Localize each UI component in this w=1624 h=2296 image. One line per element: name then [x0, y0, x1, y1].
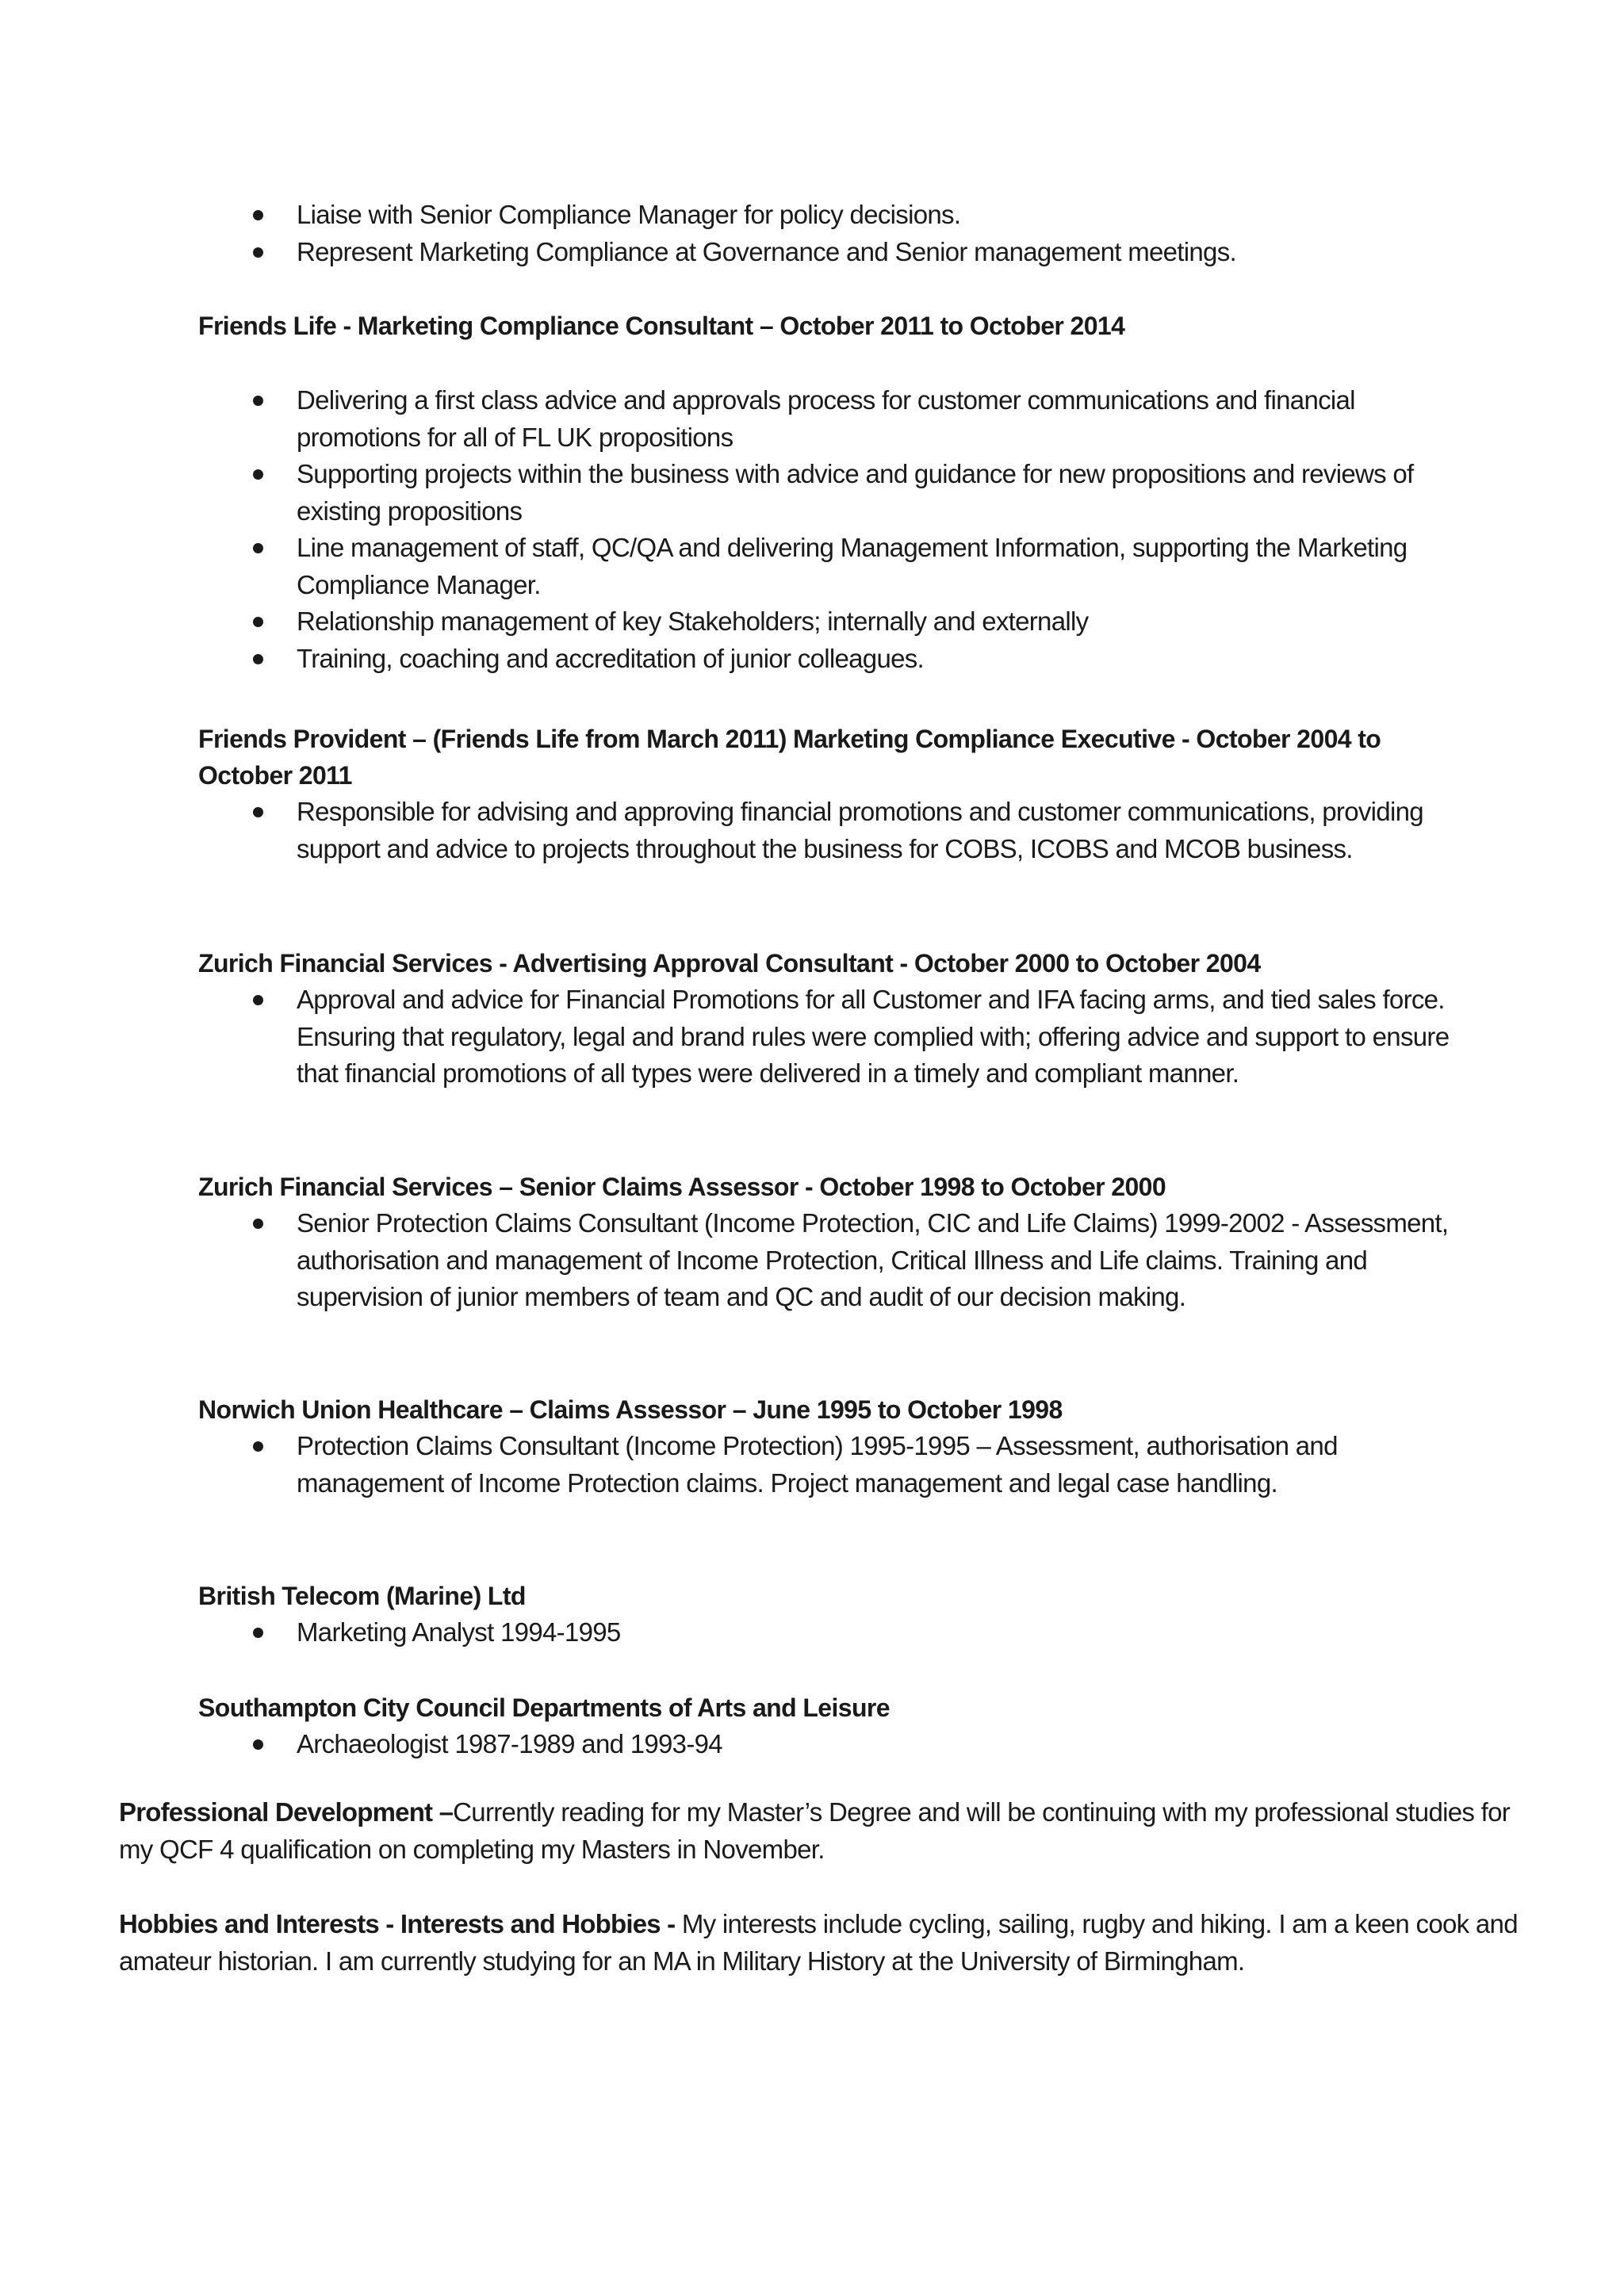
job-section-zurich-advertising	[198, 945, 1483, 1093]
hobbies-section	[119, 1905, 1530, 1980]
job-bullet-list	[198, 982, 1483, 1093]
bullet-icon	[253, 617, 263, 627]
bullet-text: Delivering a first class advice and approvals process for customer communications and financial promotions for all of FL UK propositions	[297, 385, 1355, 452]
job-title: Friends Life - Marketing Compliance Consultant – October 2011 to October 2014	[198, 312, 1125, 340]
list-item	[198, 603, 1483, 641]
job-title: Zurich Financial Services - Advertising Approval Consultant - October 2000 to October 2004	[198, 949, 1261, 978]
job-title: Southampton City Council Departments of Arts and Leisure	[198, 1693, 890, 1722]
job-bullet-list	[198, 1428, 1483, 1502]
list-item	[198, 456, 1483, 530]
list-item	[198, 530, 1483, 603]
hobbies-label: Hobbies and Interests - Interests and Hobbies -	[119, 1909, 676, 1938]
intro-section	[198, 197, 1483, 270]
job-section-norwich-union	[198, 1391, 1483, 1502]
bullet-text: Supporting projects within the business with advice and guidance for new propositions and reviews of existing propositions	[297, 459, 1414, 526]
bullet-icon	[253, 543, 263, 553]
bullet-icon	[253, 807, 263, 817]
professional-development-text: Currently reading for my Master’s Degree and will be continuing with my professional studies for my QCF 4 qualification on completing my Masters in November.	[119, 1797, 1511, 1864]
job-section-southampton	[198, 1689, 1483, 1763]
bullet-text: Marketing Analyst 1994-1995	[297, 1617, 621, 1647]
bullet-icon	[253, 396, 263, 406]
job-bullet-list	[198, 1205, 1483, 1316]
bullet-text: Protection Claims Consultant (Income Protection) 1995-1995 – Assessment, authorisation and management of Income Protection claims. Project management and legal case handling.	[297, 1431, 1338, 1498]
list-item	[198, 1614, 1483, 1651]
bullet-icon	[253, 210, 263, 220]
bullet-text: Relationship management of key Stakeholders; internally and externally	[297, 607, 1089, 636]
list-item	[198, 1726, 1483, 1763]
bullet-icon	[253, 995, 263, 1005]
bullet-icon	[253, 1628, 263, 1638]
list-item	[198, 794, 1483, 867]
bullet-text: Responsible for advising and approving financial promotions and customer communications, providing support and advice to projects throughout the business for COBS, ICOBS and MCOB business.	[297, 797, 1423, 863]
job-bullet-list	[198, 794, 1483, 867]
bullet-text: Approval and advice for Financial Promotions for all Customer and IFA facing arms, and tied sales force. Ensuring that regulatory, legal and brand rules were complied with; offering advice and support to ensure that financial promotions of all types were delivered in a timely and compliant manner.	[297, 985, 1450, 1088]
job-section-friends-life	[198, 308, 1483, 677]
list-item	[198, 234, 1483, 271]
bullet-icon	[253, 1219, 263, 1229]
professional-development-label: Professional Development –	[119, 1797, 454, 1827]
job-title: Zurich Financial Services – Senior Claims Assessor - October 1998 to October 2000	[198, 1173, 1166, 1201]
job-section-zurich-claims	[198, 1169, 1483, 1316]
bullet-text: Senior Protection Claims Consultant (Income Protection, CIC and Life Claims) 1999-2002 - Assessment, authorisation and management of Income Protection, Critical Illness and Life claims. Training and supervision of junior members of team and QC and audit of our decision making.	[297, 1208, 1449, 1311]
bullet-text: Represent Marketing Compliance at Governance and Senior management meetings.	[297, 236, 1236, 266]
job-title: Friends Provident – (Friends Life from March 2011) Marketing Compliance Executive - October 2004 to October 2011	[198, 725, 1381, 790]
list-item	[198, 382, 1483, 456]
bullet-icon	[253, 654, 263, 664]
list-item	[198, 1205, 1483, 1316]
job-title: Norwich Union Healthcare – Claims Assessor – June 1995 to October 1998	[198, 1395, 1063, 1424]
list-item	[198, 1428, 1483, 1502]
list-item	[198, 982, 1483, 1093]
bullet-text: Archaeologist 1987-1989 and 1993-94	[297, 1729, 722, 1758]
job-bullet-list	[198, 382, 1483, 677]
job-bullet-list	[198, 1614, 1483, 1651]
bullet-icon	[253, 1739, 263, 1750]
bullet-icon	[253, 1441, 263, 1452]
list-item	[198, 197, 1483, 234]
bullet-icon	[253, 469, 263, 480]
list-item	[198, 641, 1483, 678]
job-section-friends-provident	[198, 721, 1435, 867]
bullet-text: Line management of staff, QC/QA and delivering Management Information, supporting the Marketing Compliance Manager.	[297, 533, 1408, 599]
hobbies-text: My interests include cycling, sailing, rugby and hiking. I am a keen cook and amateur historian. I am currently studying for an MA in Military History at the University of Birmingham.	[119, 1909, 1518, 1976]
bullet-text: Liaise with Senior Compliance Manager for policy decisions.	[297, 200, 961, 229]
bullet-text: Training, coaching and accreditation of junior colleagues.	[297, 643, 925, 673]
intro-bullet-list	[198, 197, 1483, 270]
job-title: British Telecom (Marine) Ltd	[198, 1582, 526, 1610]
professional-development-section	[119, 1793, 1530, 1868]
bullet-icon	[253, 247, 263, 258]
job-section-british-telecom	[198, 1578, 1483, 1651]
job-bullet-list	[198, 1726, 1483, 1763]
